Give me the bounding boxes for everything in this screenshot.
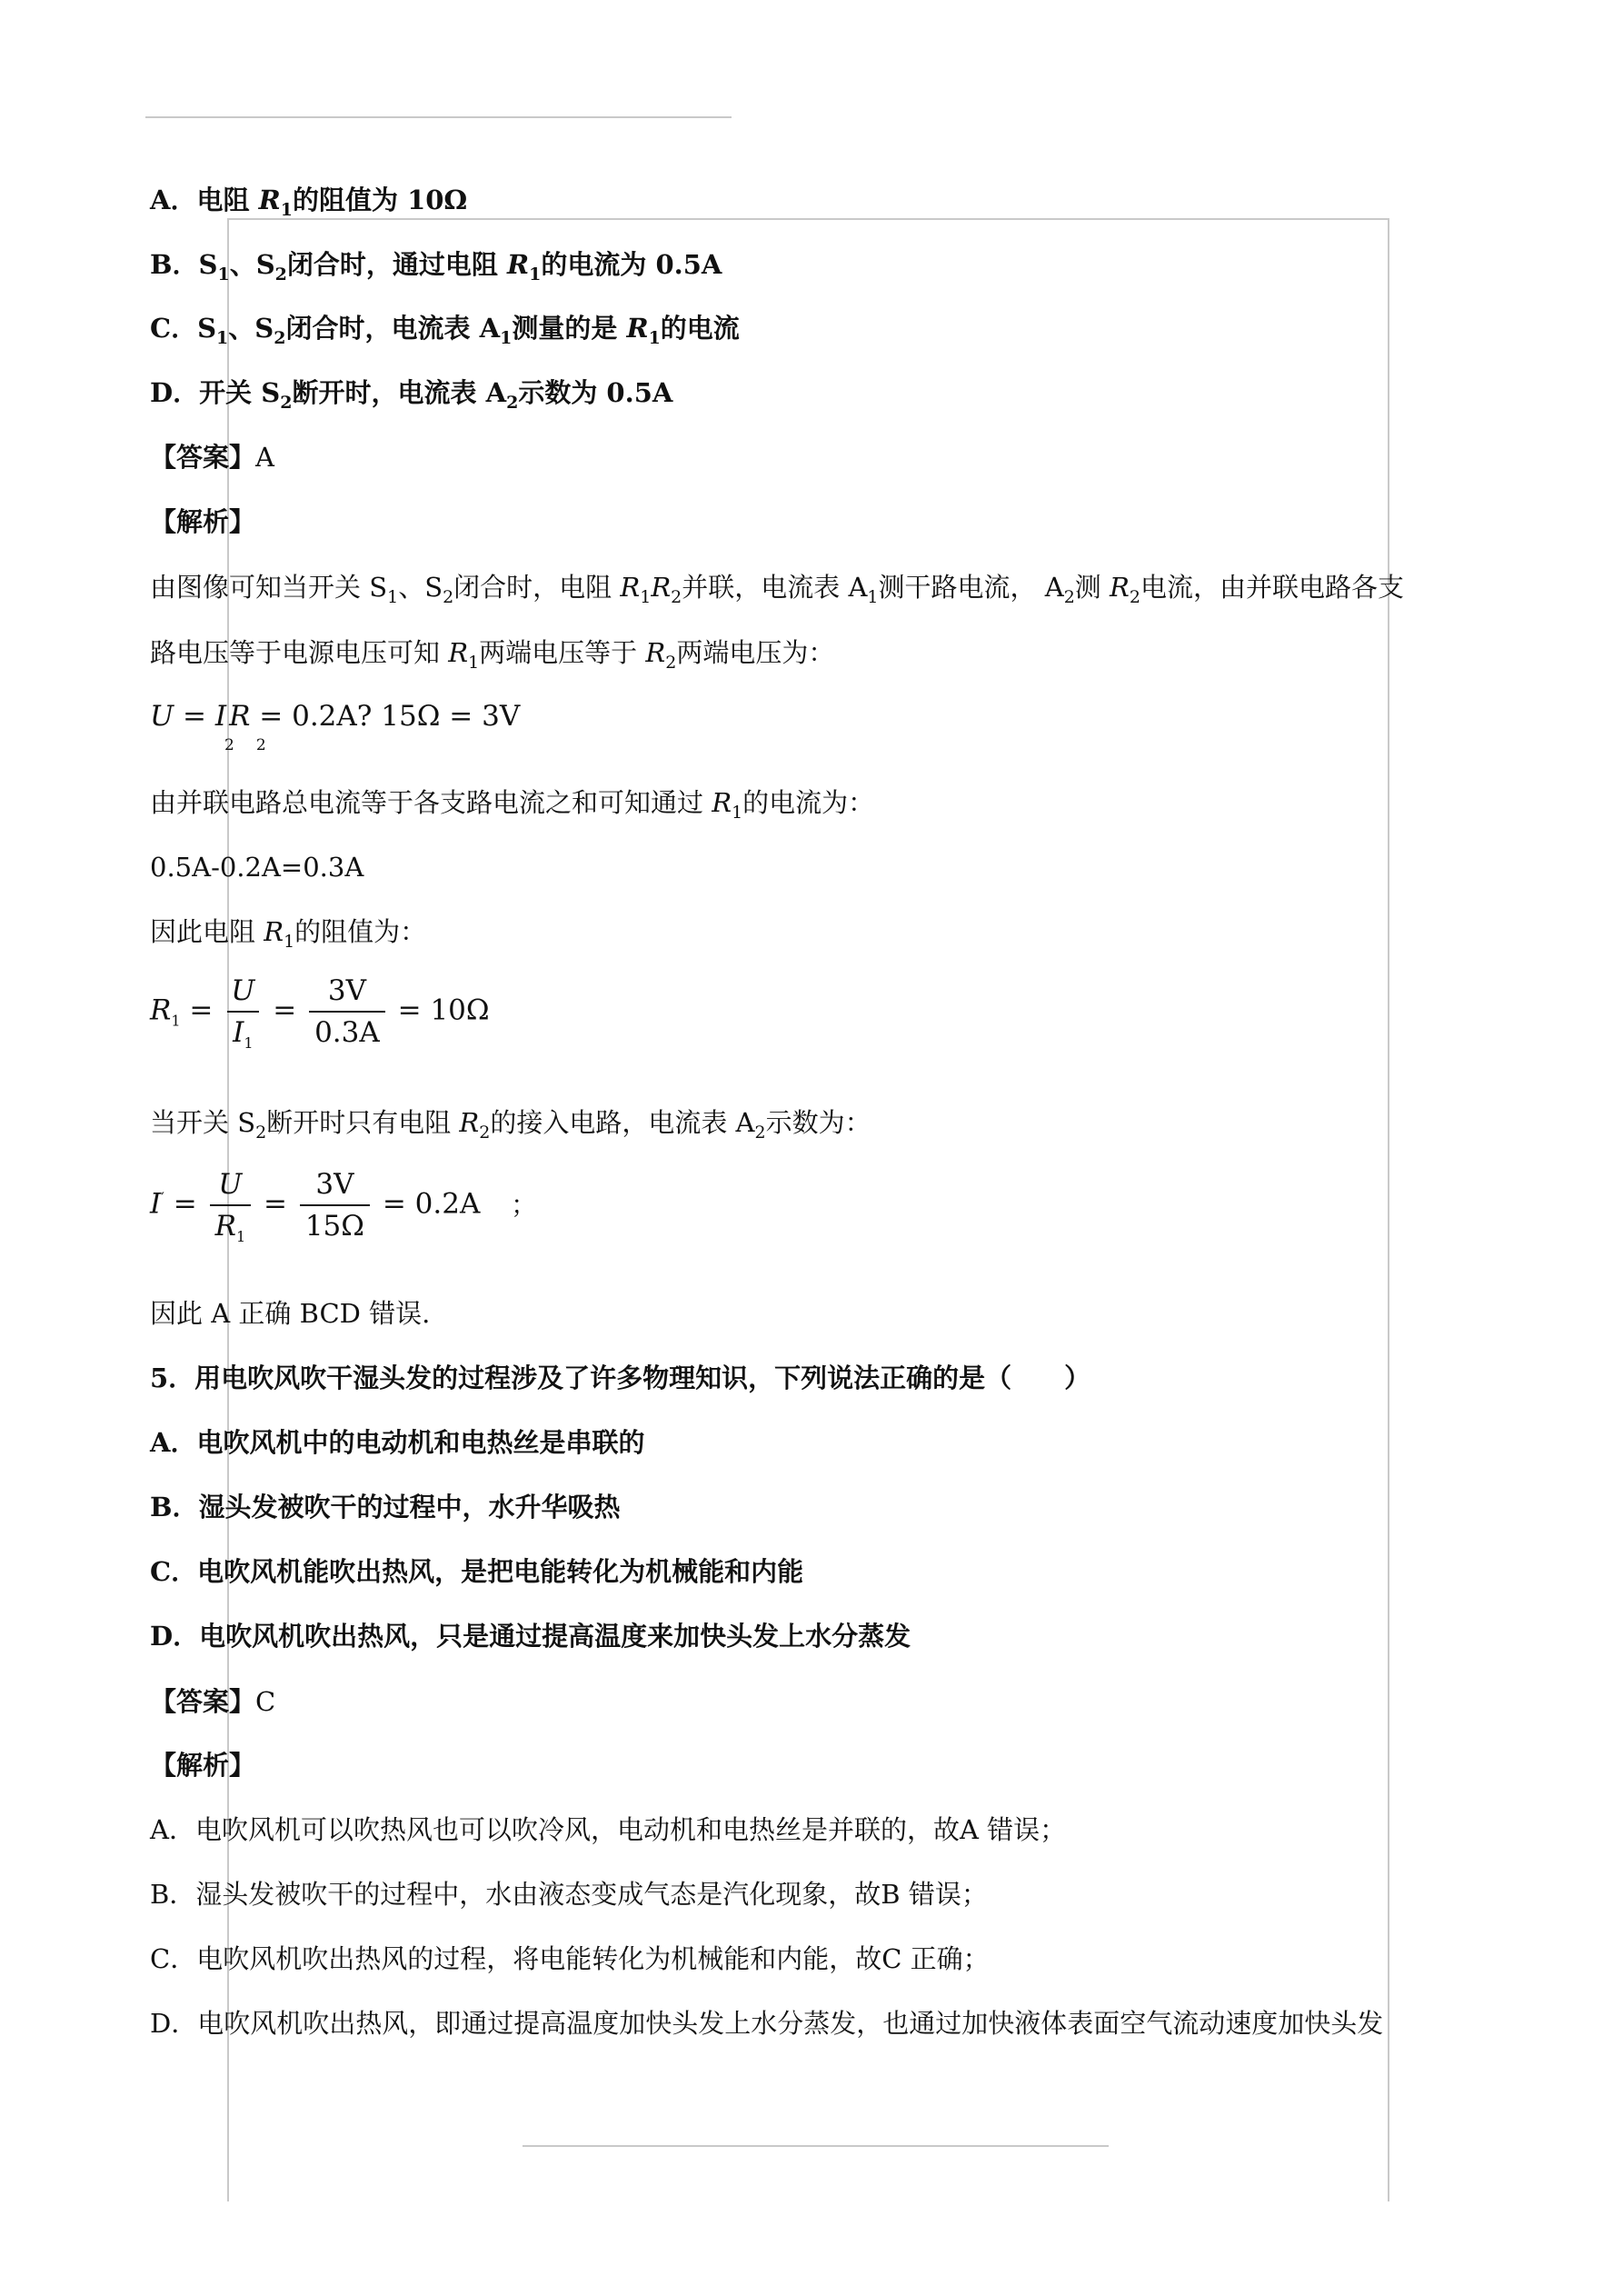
fraction-u-over-i: $\frac{U}{I_1}$ bbox=[225, 974, 260, 1049]
q5-analysis-b: B．湿头发被吹干的过程中，水由液态变成气态是汽化现象，故B 错误； bbox=[150, 1879, 988, 1910]
analysis-label-q4: 【解析】 bbox=[150, 506, 256, 537]
option-d: D．开关 $S_2$断开时，电流表 $A_2$示数为 0.5A bbox=[150, 377, 673, 413]
analysis-p1: 由图像可知当开关 $S_1$、$S_2$闭合时，电阻 $R_1R_2$并联，电流表 $A_1$测干路电流， $A_2$测 $R_2$电流，由并联电路各支 bbox=[150, 572, 1404, 607]
eq1-sub-r: 2 bbox=[255, 736, 266, 754]
fraction-u-over-r: $\frac{U}{R_1}$ bbox=[210, 1168, 252, 1243]
eq1-sub-i: 2 bbox=[224, 736, 234, 754]
equation-voltage: U = IR = 0.2A? 15Ω = 3V 2 2 bbox=[150, 700, 521, 754]
q5-analysis-d: D．电吹风机吹出热风，即通过提高温度加快头发上水分蒸发，也通过加快液体表面空气流动速度加快头发 bbox=[150, 2008, 1384, 2039]
q5-option-d: D．电吹风机吹出热风，只是通过提高温度来加快头发上水分蒸发 bbox=[150, 1621, 911, 1652]
analysis-label-q5: 【解析】 bbox=[150, 1750, 256, 1781]
answer-q5: 【答案】C bbox=[150, 1686, 276, 1717]
q5-option-b: B．湿头发被吹干的过程中，水升华吸热 bbox=[150, 1492, 621, 1522]
q5-analysis-c: C．电吹风机吹出热风的过程，将电能转化为机械能和内能，故C 正确； bbox=[150, 1943, 990, 1974]
footer-rule bbox=[523, 2145, 1109, 2147]
answer-q4: 【答案】A bbox=[150, 442, 274, 473]
equation-current: I′ = $\frac{U}{R_1}$ = $\frac{3V}{15\Omega}$ = 0.2A ； bbox=[150, 1168, 537, 1245]
option-b: B．$S_1$、$S_2$闭合时，通过电阻 $R_1$的电流为 0.5A bbox=[150, 249, 722, 285]
analysis-p6: 当开关 $S_2$断开时只有电阻 $R_2$的接入电路，电流表 $A_2$示数为： bbox=[150, 1107, 871, 1143]
q5-option-a: A．电吹风机中的电动机和电热丝是串联的 bbox=[150, 1427, 645, 1458]
fraction-3v-over-15ohm: $\frac{3V}{15\Omega}$ bbox=[300, 1168, 370, 1243]
option-a: A．电阻 $R_1$的阻值为 10Ω bbox=[150, 185, 468, 220]
analysis-p3: 由并联电路总电流等于各支路电流之和可知通过 $R_1$的电流为： bbox=[150, 787, 875, 823]
analysis-p4: 0.5A-0.2A=0.3A bbox=[150, 852, 364, 883]
analysis-p2: 路电压等于电源电压可知 $R_1$两端电压等于 $R_2$两端电压为： bbox=[150, 637, 835, 673]
analysis-p7: 因此 A 正确 BCD 错误. bbox=[150, 1298, 431, 1329]
header-rule bbox=[145, 116, 732, 118]
option-c: C．$S_1$、$S_2$闭合时，电流表 $A_1$测量的是 $R_1$的电流 bbox=[150, 313, 740, 348]
q5-analysis-a: A．电吹风机可以吹热风也可以吹冷风，电动机和电热丝是并联的，故A 错误； bbox=[150, 1814, 1067, 1845]
analysis-p5: 因此电阻 $R_1$的阻值为： bbox=[150, 916, 427, 952]
equation-resistance: $R_1$ = $\frac{U}{I_1}$ = $\frac{3V}{0.3A}$ = 10Ω bbox=[150, 974, 490, 1052]
fraction-3v-over-03a: $\frac{3V}{0.3A}$ bbox=[309, 974, 385, 1049]
q5-option-c: C．电吹风机能吹出热风，是把电能转化为机械能和内能 bbox=[150, 1556, 804, 1587]
question-5-stem: 5．用电吹风吹干湿头发的过程涉及了许多物理知识，下列说法正确的是（ ） bbox=[150, 1363, 1091, 1393]
